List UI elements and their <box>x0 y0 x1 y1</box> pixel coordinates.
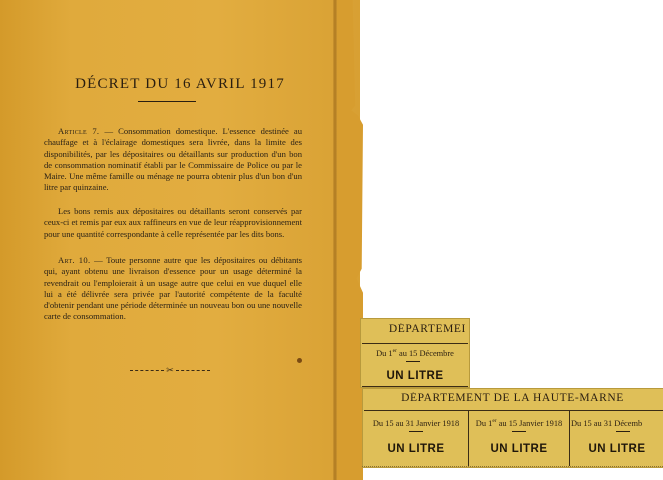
article-10-text: — Toute personne autre que les dépositaires ou débitants qui, ayant obtenu une livraison d'essence pour un usage déterminé la revendrait ou l'emploierait à un usage autre que celui en vue duquel elle lui a été délivrée sera privée par l'autorité compétente de la faculté d'obtenir pendant une période déterminée un nouveau bon ou une nouvelle carte de consommation. <box>44 255 302 322</box>
article-7-text: — Consommation domestique. L'essence destinée au chauffage et à l'éclairage domestiques sera livrée, dans la limite des disponibilités, par les dépositaires ou détaillants sur production d'un bon de consommation nominatif établi par le Commissaire de Police ou par le Maire. Une même famille ou ménage ne pourra obtenir plus d'un bon d'un litre par quinzaine. <box>44 126 302 193</box>
title-underline <box>138 101 196 102</box>
coupon-cell-3-quantity: UN LITRE <box>588 443 646 455</box>
coupon-cell-2-quantity: UN LITRE <box>490 443 548 455</box>
stain-spot <box>297 358 302 363</box>
coupon-cell-2-dash <box>512 431 526 432</box>
coupon-top-quantity: UN LITRE <box>386 370 444 382</box>
article-10-ref: Art. 10. <box>58 255 91 265</box>
scissors-ornament <box>124 366 216 374</box>
coupon-cell-3-dash <box>616 431 630 432</box>
coupon-cell-2-dates: Du 1er au 15 Janvier 1918 <box>475 418 563 428</box>
coupon-divider-1 <box>468 410 469 466</box>
coupon-top-department: DÉPARTEMEI <box>388 323 466 335</box>
coupon-top-dash <box>406 361 420 362</box>
scissors-icon: ✂ <box>166 365 174 375</box>
coupon-cell-1-quantity: UN LITRE <box>387 443 445 455</box>
bons-paragraph: Les bons remis aux dépositaires ou détaillants seront conservés par ceux-ci et remis par eux aux raffineurs en vue de leur réapprovisionnement pour une quantité correspondante à celle représentée par les dits bons. <box>44 206 302 239</box>
coupon-cell-3-dates: Du 15 au 31 Décemb <box>571 418 643 428</box>
page-fold <box>333 0 337 480</box>
article-7-ref: Article 7. <box>58 126 100 136</box>
coupon-top-rule-2 <box>362 386 468 387</box>
article-7 <box>44 126 302 194</box>
coupon-strip-department: DÉPARTEMENT DE LA HAUTE-MARNE <box>401 392 624 404</box>
coupon-cell-1-dash <box>409 431 423 432</box>
coupon-divider-2 <box>569 410 570 466</box>
coupon-top-dates: Du 1er au 15 Décembre <box>376 348 454 358</box>
coupon-perforation <box>362 466 663 467</box>
article-10 <box>44 255 302 323</box>
decree-title: DÉCRET DU 16 AVRIL 1917 <box>75 76 285 92</box>
coupon-strip-rule <box>364 410 663 411</box>
coupon-top-rule-1 <box>362 343 468 344</box>
coupon-cell-1-dates: Du 15 au 31 Janvier 1918 <box>372 418 460 428</box>
